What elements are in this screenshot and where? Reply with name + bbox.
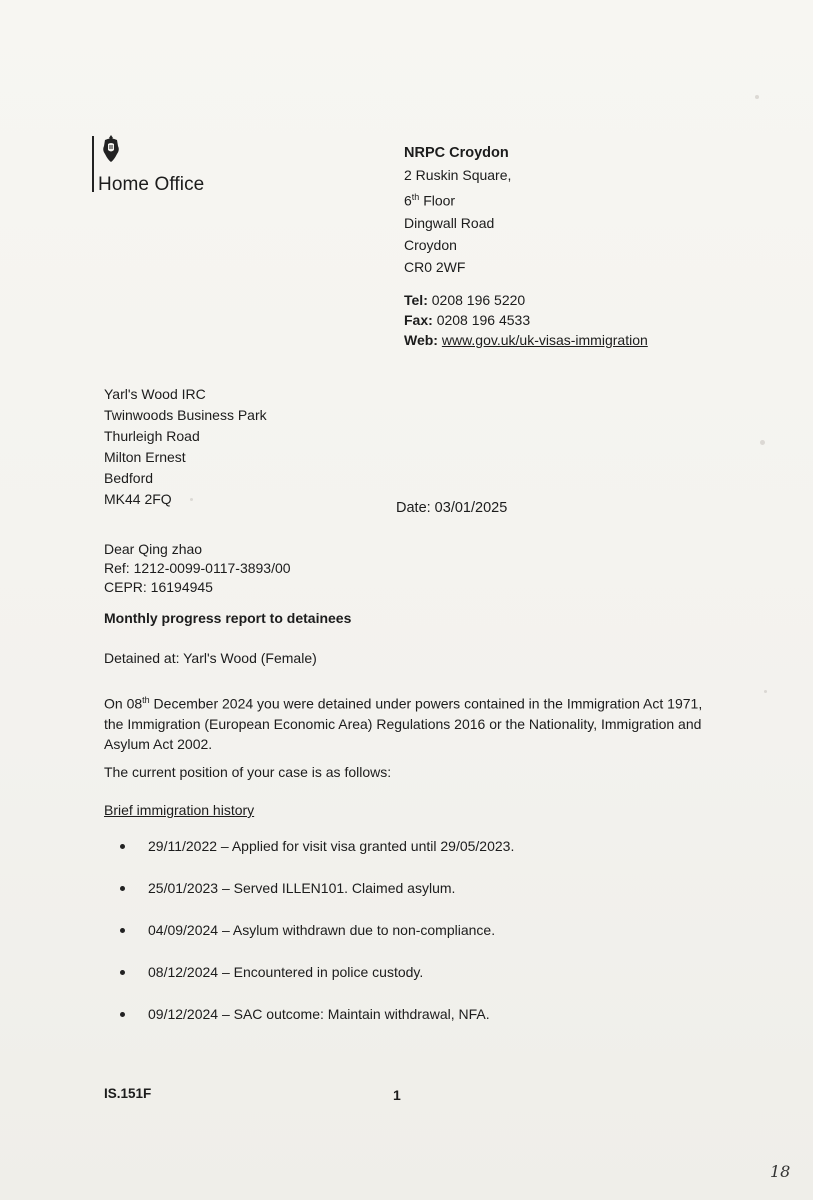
history-item (118, 878, 514, 920)
royal-crest-icon (100, 134, 122, 164)
fax-line (404, 310, 648, 330)
web-link[interactable]: www.gov.uk/uk-visas-immigration (441, 331, 648, 348)
history-text: 29/11/2022 – Applied for visit visa granted until 29/05/2023. (148, 838, 515, 854)
fax-label: Fax: (404, 311, 433, 328)
page-number: 1 (393, 1087, 401, 1103)
recipient-line: Bedford (104, 470, 154, 486)
history-text: 09/12/2024 – SAC outcome: Maintain withdrawal, NFA. (148, 1006, 490, 1022)
history-text: 25/01/2023 – Served ILLEN101. Claimed asylum. (148, 880, 456, 896)
sender-address-line: Croydon (404, 236, 457, 253)
history-item (118, 836, 514, 878)
cepr-number: CEPR: 16194945 (104, 579, 213, 595)
history-item (118, 1004, 514, 1046)
recipient-line: MK44 2FQ (104, 491, 172, 507)
recipient-address-block (104, 384, 267, 510)
intro-day: On 08 (104, 695, 143, 712)
web-label: Web: (404, 331, 438, 348)
sender-address-line: Dingwall Road (404, 214, 495, 231)
sender-address-line: 6th Floor (404, 192, 456, 209)
scan-speck (764, 690, 767, 693)
history-list (118, 836, 514, 1046)
greeting: Dear Qing zhao (104, 541, 203, 557)
bullet-icon (120, 886, 125, 891)
sender-contacts (404, 290, 648, 350)
current-position-heading: The current position of your case is as follows: (104, 764, 392, 780)
handwritten-page-mark: 18 (770, 1162, 791, 1181)
bullet-icon (120, 844, 125, 849)
logo-divider (92, 136, 94, 192)
salutation-block (104, 540, 291, 597)
recipient-line: Yarl's Wood IRC (104, 386, 206, 402)
history-text: 08/12/2024 – Encountered in police custody. (148, 964, 424, 980)
sender-address-block (404, 142, 648, 350)
history-text: 04/09/2024 – Asylum withdrawn due to non-compliance. (148, 922, 496, 938)
reference-number: Ref: 1212-0099-0117-3893/00 (104, 560, 291, 576)
bullet-icon (120, 928, 125, 933)
scan-speck (760, 440, 765, 445)
scan-speck (755, 95, 759, 99)
sender-address-line: 2 Ruskin Square, (404, 167, 512, 183)
fax-number: 0208 196 4533 (436, 311, 531, 328)
tel-label: Tel: (404, 291, 428, 308)
recipient-line: Twinwoods Business Park (104, 407, 267, 423)
intro-paragraph (104, 690, 704, 754)
bullet-icon (120, 1012, 125, 1017)
recipient-line: Thurleigh Road (104, 428, 200, 444)
tel-number: 0208 196 5220 (431, 291, 526, 308)
sender-org: NRPC Croydon (404, 145, 509, 161)
intro-ordinal: th (142, 695, 150, 705)
intro-rest: December 2024 you were detained under powers contained in the Immigration Act 1971, the Immigration (European Economic Area) Regulations 2016 or the Nationality, Immigration and Asylum Act 2002. (104, 695, 703, 752)
tel-line (404, 290, 648, 310)
detained-at: Detained at: Yarl's Wood (Female) (104, 650, 317, 666)
history-item (118, 920, 514, 962)
sender-address-line: CR0 2WF (404, 258, 466, 275)
history-heading: Brief immigration history (104, 802, 255, 818)
recipient-line: Milton Ernest (104, 449, 186, 465)
web-line (404, 330, 648, 350)
letter-subject: Monthly progress report to detainees (104, 610, 352, 626)
history-item (118, 962, 514, 1004)
form-code: IS.151F (104, 1086, 152, 1101)
letter-date: Date: 03/01/2025 (396, 500, 508, 516)
bullet-icon (120, 970, 125, 975)
logo-wordmark: Home Office (98, 174, 205, 195)
